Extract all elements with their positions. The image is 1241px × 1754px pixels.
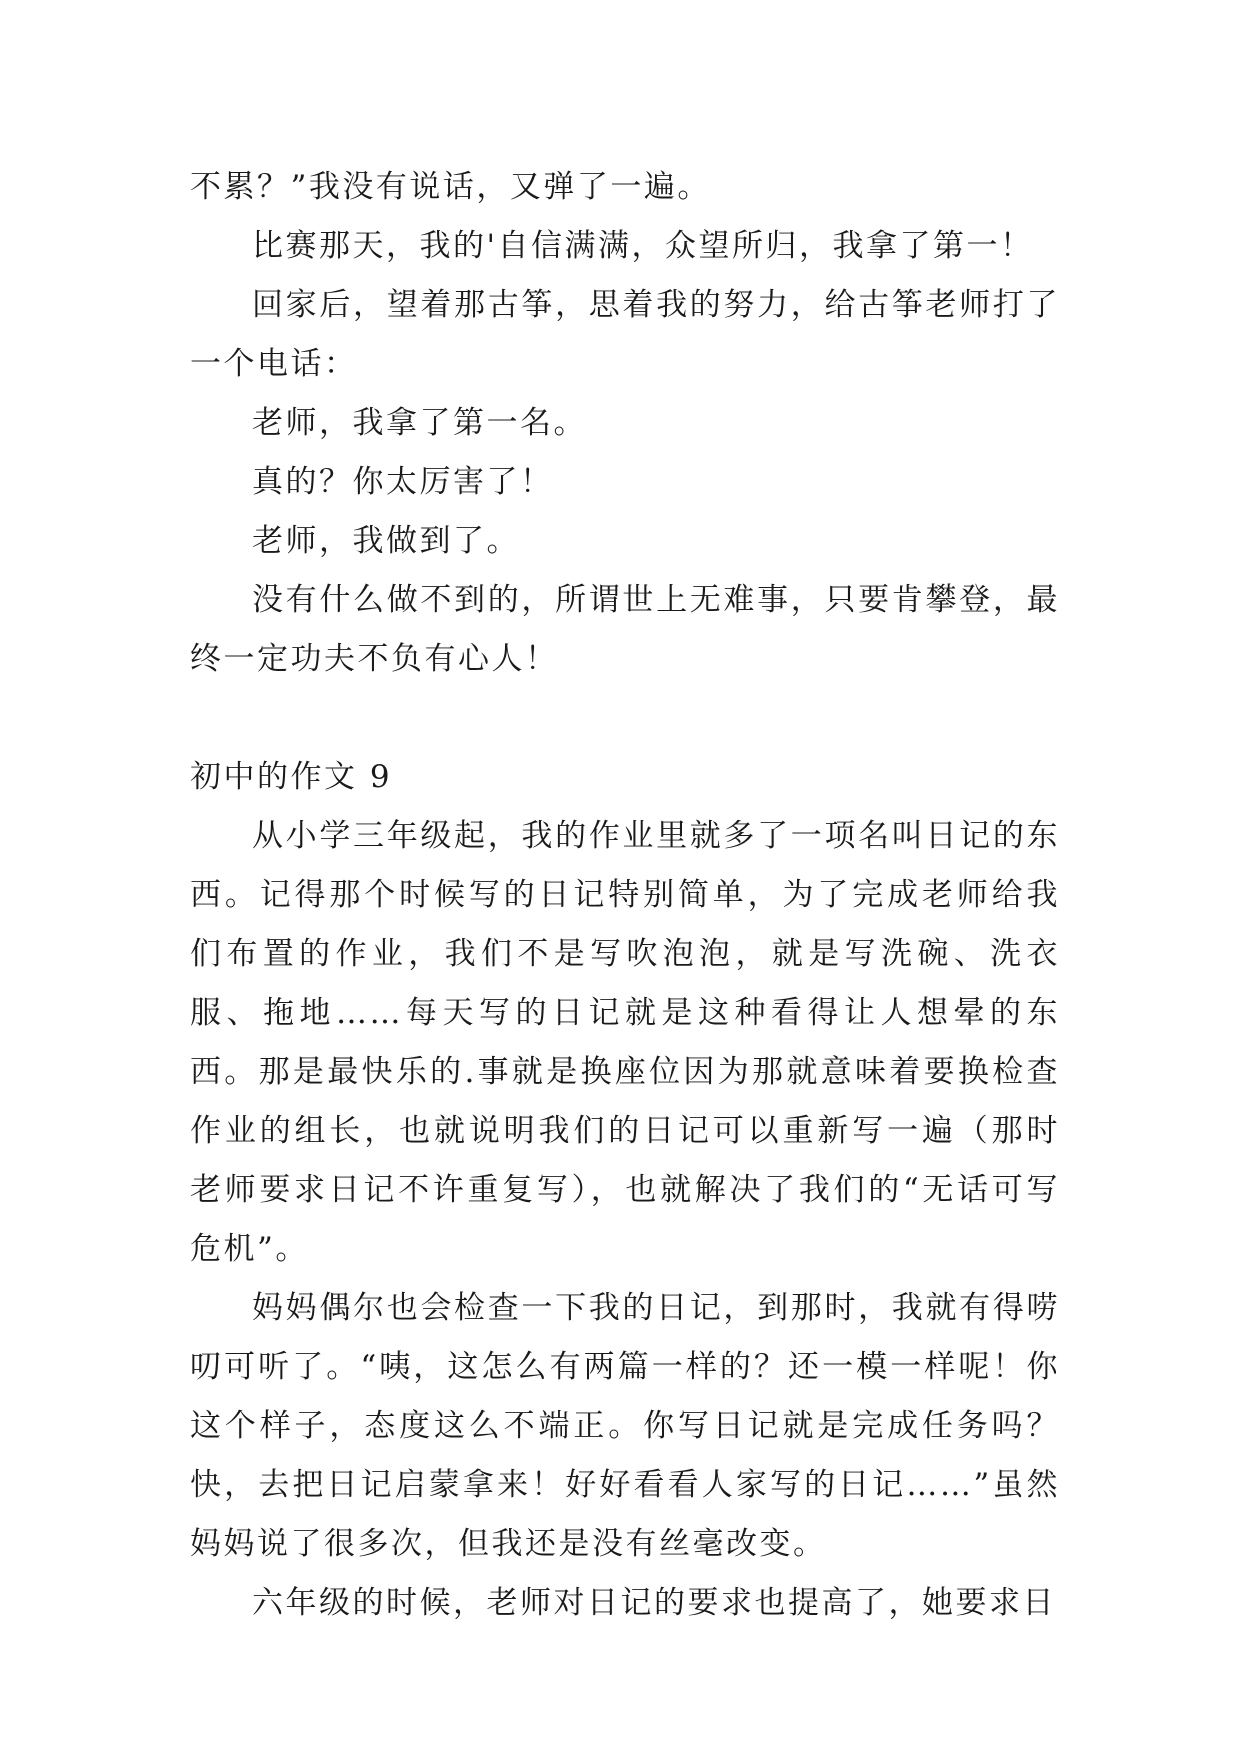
paragraph: 老师，我拿了第一名。 xyxy=(252,405,587,441)
paragraph: 回家后，望着那古筝，思着我的努力，给古筝老师打了一个电话： xyxy=(190,287,1060,382)
paragraph: 老师，我做到了。 xyxy=(252,523,520,559)
section-title: 初中的作文 9 xyxy=(190,759,393,795)
paragraph: 妈妈偶尔也会检查一下我的日记，到那时，我就有得唠叨可听了。“咦，这怎么有两篇一样的？还一模一样呢！你这个样子，态度这么不端正。你写日记就是完成任务吗？快，去把日记启蒙拿来！好好看看人家写的日记……”虽然妈妈说了很多次，但我还是没有丝毫改变。 xyxy=(190,1290,1060,1562)
paragraph: 没有什么做不到的，所谓世上无难事，只要肯攀登，最终一定功夫不负有心人！ xyxy=(190,582,1060,677)
document-body xyxy=(190,158,1060,1633)
paragraph: 比赛那天，我的'自信满满，众望所归，我拿了第一！ xyxy=(252,228,1034,264)
paragraph: 从小学三年级起，我的作业里就多了一项名叫日记的东西。记得那个时候写的日记特别简单，为了完成老师给我们布置的作业，我们不是写吹泡泡，就是写洗碗、洗衣服、拖地……每天写的日记就是这种看得让人想晕的东西。那是最快乐的.事就是换座位因为那就意味着要换检查作业的组长，也就说明我们的日记可以重新写一遍（那时老师要求日记不许重复写），也就解决了我们的“无话可写危机”。 xyxy=(190,818,1060,1267)
paragraph: 真的？你太厉害了！ xyxy=(252,464,554,500)
paragraph: 六年级的时候，老师对日记的要求也提高了，她要求日 xyxy=(252,1585,1056,1621)
paragraph: 不累？”我没有说话，又弹了一遍。 xyxy=(190,169,711,205)
